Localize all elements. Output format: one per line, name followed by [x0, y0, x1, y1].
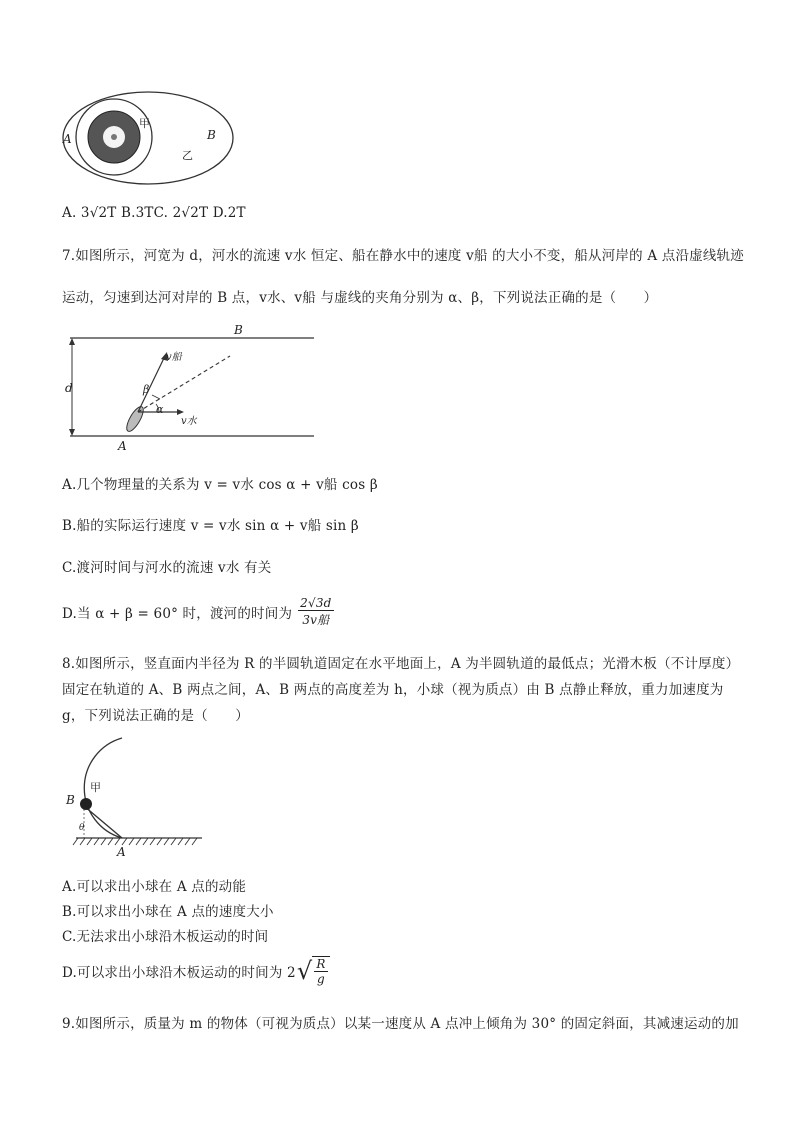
- q7-option-a: A.几个物理量的关系为 v = v水 cos α + v船 cos β: [62, 477, 378, 493]
- q7-option-d-denominator: 3v船: [302, 613, 330, 627]
- orbit-label-jia: 甲: [139, 117, 150, 130]
- q8-option-a: A.可以求出小球在 A 点的动能: [62, 879, 247, 895]
- river-label-a: A: [118, 439, 127, 453]
- q7-option-c: C.渡河时间与河水的流速 v水 有关: [62, 560, 272, 576]
- q8-stem-line-1: 8.如图所示，竖直面内半径为 R 的半圆轨道固定在水平地面上，A 为半圆轨道的最低点；光滑木板（不计厚度）: [62, 656, 740, 672]
- q7-option-b: B.船的实际运行速度 v = v水 sin α + v船 sin β: [62, 518, 359, 534]
- orbit-label-yi: 乙: [182, 149, 193, 162]
- orbit-figure: [60, 88, 235, 188]
- river-label-d: d: [65, 381, 73, 395]
- q8-option-d-numerator: R: [316, 957, 326, 971]
- river-label-vc: v船: [166, 352, 182, 363]
- track-label-theta: θ: [79, 823, 85, 833]
- q7-stem-line-1: 7.如图所示，河宽为 d，河水的流速 v水 恒定、船在静水中的速度 v船 的大小不变，船从河岸的 A 点沿虚线轨迹: [62, 248, 744, 264]
- river-label-alpha: α: [156, 403, 164, 416]
- track-label-a: A: [117, 845, 126, 859]
- river-label-b: B: [234, 323, 243, 337]
- q6-options: A. 3√2T B.3TC. 2√2T D.2T: [62, 205, 246, 221]
- q7-option-d-numerator: 2√3d: [300, 596, 332, 610]
- orbit-label-b: B: [207, 128, 216, 142]
- track-figure: [62, 734, 207, 860]
- track-label-b: B: [66, 793, 75, 807]
- sqrt-icon: √: [296, 957, 313, 985]
- q8-option-d-fraction: [312, 956, 329, 986]
- river-figure: [62, 320, 322, 455]
- q7-option-d-text: D.当 α + β = 60° 时，渡河的时间为: [62, 606, 293, 622]
- river-label-beta: β: [143, 383, 150, 396]
- q8-option-d-denominator: g: [317, 972, 325, 986]
- q8-option-c: C.无法求出小球沿木板运动的时间: [62, 929, 269, 945]
- track-label-jia: 甲: [90, 781, 101, 794]
- q8-stem-line-2: 固定在轨道的 A、B 两点之间，A、B 两点的高度差为 h，小球（视为质点）由 B 点静止释放，重力加速度为: [62, 682, 724, 698]
- q9-stem-line-1: 9.如图所示，质量为 m 的物体（可视为质点）以某一速度从 A 点冲上倾角为 30° 的固定斜面，其减速运动的加: [62, 1016, 739, 1032]
- q7-stem-line-2: 运动，匀速到达河对岸的 B 点，v水、v船 与虚线的夹角分别为 α、β，下列说法正确的是（ ）: [62, 290, 658, 306]
- river-label-vs: v水: [181, 416, 197, 427]
- q8-stem-line-3: g，下列说法正确的是（ ）: [62, 708, 249, 724]
- q8-option-d: [62, 956, 330, 986]
- q8-option-d-text: D.可以求出小球沿木板运动的时间为 2: [62, 965, 296, 981]
- q8-option-b: B.可以求出小球在 A 点的速度大小: [62, 904, 274, 920]
- q7-option-d: [62, 596, 334, 628]
- orbit-label-a: A: [63, 132, 72, 146]
- q7-option-d-fraction: [298, 596, 333, 628]
